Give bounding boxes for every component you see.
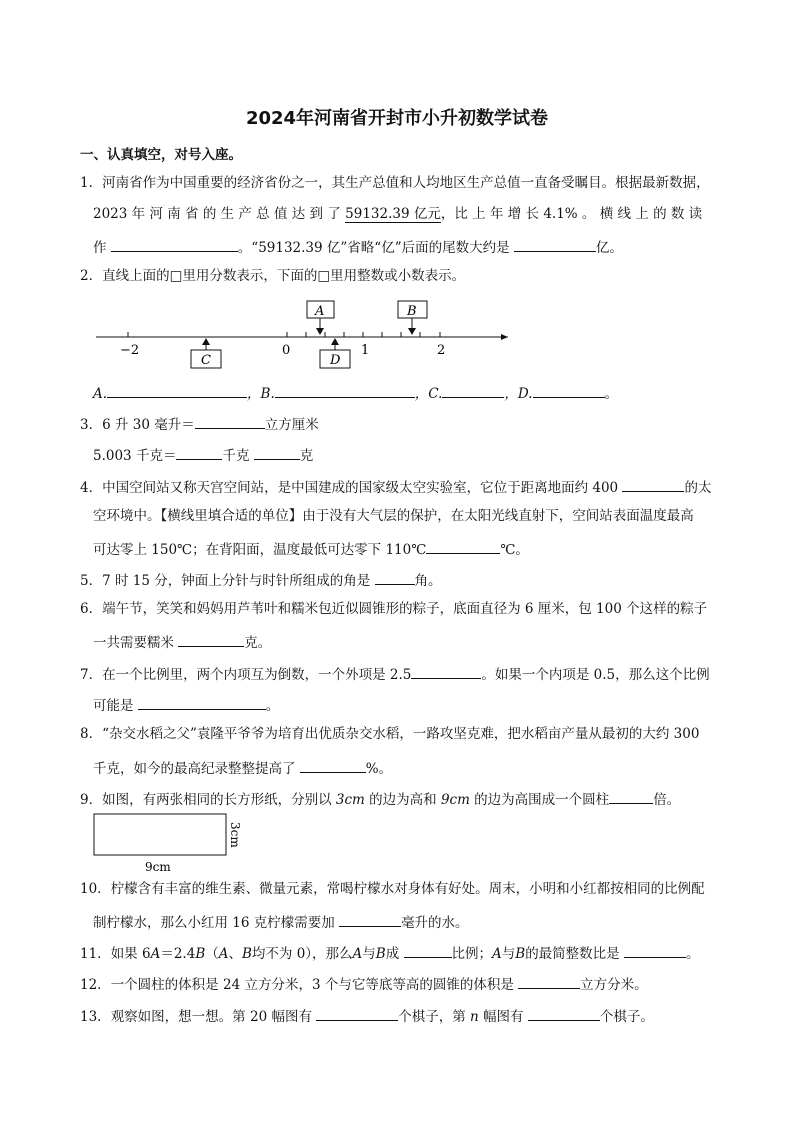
question-10-line-1	[80, 883, 705, 897]
box-b-label: B	[407, 304, 417, 319]
number-line-figure	[0, 295, 794, 375]
answer-label-b: ，B.	[247, 386, 275, 402]
question-4-line-3	[93, 541, 529, 558]
question-text: 比例；	[451, 946, 493, 962]
question-1-line-3	[93, 239, 623, 256]
question-4-line-1	[80, 479, 711, 496]
question-text: 在一个比例里，两个内项互为倒数，一个外项是 2.5	[102, 667, 412, 683]
question-text: 的边为高和	[364, 792, 441, 808]
question-7-line-2	[93, 697, 279, 714]
tick-label-2: 2	[437, 343, 446, 358]
answer-blank[interactable]	[178, 634, 244, 647]
question-text: 3cm	[335, 792, 365, 808]
arrow-c-head	[202, 338, 210, 345]
rectangle-bottom-label: 9cm	[145, 860, 171, 874]
question-text: 观察如图，想一想。第 20 幅图有	[110, 1009, 317, 1025]
question-number: 5．	[80, 573, 103, 589]
question-text: 可达零上 150℃；在背阳面，温度最低可达零下 110℃	[93, 542, 427, 558]
page-title: 2024年河南省开封市小升初数学试卷	[245, 108, 549, 129]
question-text: ℃。	[500, 542, 529, 558]
answer-blank[interactable]	[138, 697, 266, 710]
answer-blank[interactable]	[195, 416, 265, 429]
question-text: 成	[385, 946, 404, 962]
question-number: 7．	[80, 667, 103, 683]
question-6-line-1	[80, 603, 707, 617]
question-text: 。“59132.39 亿”省略“亿”后面的尾数大约是	[237, 240, 514, 256]
question-1-line-1	[80, 177, 710, 191]
question-text: 9cm	[440, 792, 470, 808]
question-text: 均不为 0），那么	[251, 946, 353, 962]
question-3-line-1	[80, 416, 319, 433]
rectangle-shape	[94, 814, 226, 855]
question-text: 2023 年 河 南 省 的 生 产 总 值 达 到 了	[93, 206, 346, 222]
answer-label-c: ，C.	[414, 386, 443, 402]
question-text: 的最简整数比是	[525, 946, 624, 962]
question-text: 倍。	[653, 792, 681, 808]
question-number: 12．	[80, 977, 111, 993]
question-text: 的边为高围成一个圆柱	[469, 792, 610, 808]
box-c-label: C	[201, 353, 211, 368]
box-a-label: A	[315, 304, 325, 319]
answer-label-a: A.	[93, 386, 108, 402]
answer-blank[interactable]	[411, 666, 481, 679]
question-text: 个棋子。	[599, 1009, 654, 1025]
answer-blank[interactable]	[528, 1008, 600, 1021]
section-heading: 一、认真填空，对号入座。	[80, 147, 242, 163]
question-text: 角。	[414, 573, 442, 589]
variable: B	[375, 946, 386, 962]
question-text: “杂交水稻之父”袁隆平爷爷为培育出优质杂交水稻，一路攻坚克难，把水稻亩产量从最初的大约 300	[102, 726, 700, 742]
question-12	[80, 976, 648, 993]
question-2-line-1	[80, 270, 465, 284]
question-3-line-2	[93, 447, 313, 464]
question-number: 6．	[80, 601, 103, 617]
tick-label-0: 0	[282, 343, 291, 358]
question-8-line-1	[80, 728, 699, 742]
answer-blank-c[interactable]	[442, 385, 504, 398]
question-text: 制柠檬水，那么小红用 16 克柠檬需要加	[93, 915, 340, 931]
question-5	[80, 572, 442, 589]
question-8-line-2	[93, 760, 392, 777]
question-text: 立方分米。	[580, 977, 648, 993]
answer-blank[interactable]	[404, 945, 452, 958]
question-2-answers	[93, 385, 618, 402]
question-7-line-1	[80, 666, 710, 683]
variable: A	[352, 946, 363, 962]
variable: A	[218, 946, 229, 962]
question-number: 3．	[80, 417, 103, 433]
question-text: ＝2.4	[160, 946, 196, 962]
answer-blank[interactable]	[624, 945, 686, 958]
tick-label-1: 1	[361, 343, 370, 358]
answer-blank[interactable]	[111, 239, 238, 252]
arrow-a-head	[316, 328, 324, 335]
question-text: 7 时 15 分，钟面上分针与时针所组成的角是	[102, 573, 375, 589]
question-text: 与	[501, 946, 516, 962]
answer-blank[interactable]	[176, 447, 222, 460]
question-text: 河南省作为中国重要的经济省份之一，其生产总值和人均地区生产总值一直备受瞩目。根据最新数据，	[102, 175, 710, 191]
question-text: 一共需要糯米	[93, 635, 179, 651]
underlined-value: 59132.39 亿元	[345, 206, 441, 222]
question-text: 5.003 千克＝	[93, 448, 177, 464]
number-line-ticks	[128, 332, 440, 337]
question-number: 13．	[80, 1009, 111, 1025]
question-10-line-2	[93, 914, 469, 931]
question-text: 如图，有两张相同的长方形纸，分别以	[102, 792, 336, 808]
answer-blank[interactable]	[426, 541, 500, 554]
question-text: 。如果一个内项是 0.5，那么这个比例	[481, 667, 710, 683]
answer-end: 。	[604, 386, 619, 402]
answer-blank[interactable]	[339, 914, 401, 927]
question-1-line-2	[93, 208, 702, 222]
question-11	[80, 945, 699, 962]
arrow-b-head	[408, 328, 416, 335]
question-text: 个棋子，第	[398, 1009, 471, 1025]
arrow-d-head	[331, 338, 339, 345]
variable: A	[492, 946, 502, 962]
question-4-line-2	[93, 510, 694, 524]
question-text: 千克	[222, 448, 254, 464]
question-text: 千克，如今的最高纪录整整提高了	[93, 761, 300, 777]
question-text: 一个圆柱的体积是 24 立方分米，3 个与它等底等高的圆锥的体积是	[110, 977, 519, 993]
question-text: 作	[93, 240, 111, 256]
question-13	[80, 1008, 654, 1025]
question-number: 4．	[80, 480, 103, 496]
question-text: 。	[685, 946, 700, 962]
answer-blank[interactable]	[316, 1008, 398, 1021]
question-text: 毫升的水。	[401, 915, 469, 931]
variable: B	[241, 946, 252, 962]
question-number: 2．	[80, 268, 103, 284]
question-text: 可能是	[93, 698, 138, 714]
question-text: 与	[362, 946, 376, 962]
tick-label-neg2: −2	[120, 343, 140, 358]
question-text: 端午节，笑笑和妈妈用芦苇叶和糯米包近似圆锥形的粽子，底面直径为 6 厘米，包 100 个这样的粽子	[102, 601, 708, 617]
question-number: 1．	[80, 175, 103, 191]
variable: A	[150, 946, 161, 962]
answer-blank-a[interactable]	[107, 385, 247, 398]
answer-blank[interactable]	[518, 976, 580, 989]
question-text: 6 升 30 毫升＝	[102, 417, 195, 433]
question-text: 的太	[684, 480, 712, 496]
question-text: 立方厘米	[264, 417, 319, 433]
question-text: 柠檬含有丰富的维生素、微量元素，常喝柠檬水对身体有好处。周末，小明和小红都按相同的比例配	[110, 881, 705, 897]
answer-blank[interactable]	[300, 760, 366, 773]
variable: n	[470, 1009, 479, 1025]
question-text: （	[205, 946, 219, 962]
question-text: ，比 上 年 增 长 4.1% 。 横 线 上 的 数 读	[440, 206, 703, 222]
question-text: 克。	[244, 635, 272, 651]
question-text: 幅图有	[478, 1009, 528, 1025]
question-number: 11．	[80, 946, 111, 962]
answer-blank[interactable]	[375, 572, 415, 585]
box-d-label: D	[330, 353, 341, 368]
answer-label-d: ，D.	[504, 386, 533, 402]
rectangle-figure	[88, 810, 258, 878]
question-number: 8．	[80, 726, 103, 742]
answer-blank-d[interactable]	[533, 385, 605, 398]
answer-blank[interactable]	[609, 791, 653, 804]
question-text: 中国空间站又称天宫空间站，是中国建成的国家级太空实验室，它位于距离地面约 400	[102, 480, 623, 496]
answer-blank[interactable]	[514, 239, 596, 252]
question-text: 亿。	[595, 240, 623, 256]
answer-blank-b[interactable]	[275, 385, 415, 398]
variable: B	[195, 946, 206, 962]
question-text: 。	[265, 698, 280, 714]
question-text: 克	[299, 448, 314, 464]
question-6-line-2	[93, 634, 271, 651]
question-text: 空环境中。【横线里填合适的单位】由于没有大气层的保护，在太阳光线直射下，空间站表面温度最高	[93, 508, 694, 524]
rectangle-side-label: 3cm	[228, 822, 242, 848]
question-9	[80, 791, 680, 808]
question-text: 、	[228, 946, 242, 962]
answer-blank[interactable]	[622, 479, 684, 492]
question-text: 如果 6	[110, 946, 151, 962]
question-text: %。	[365, 761, 393, 777]
question-number: 10．	[80, 881, 111, 897]
question-text: 直线上面的□里用分数表示，下面的□里用整数或小数表示。	[102, 268, 466, 284]
answer-blank[interactable]	[254, 447, 300, 460]
question-number: 9．	[80, 792, 103, 808]
variable: B	[515, 946, 526, 962]
